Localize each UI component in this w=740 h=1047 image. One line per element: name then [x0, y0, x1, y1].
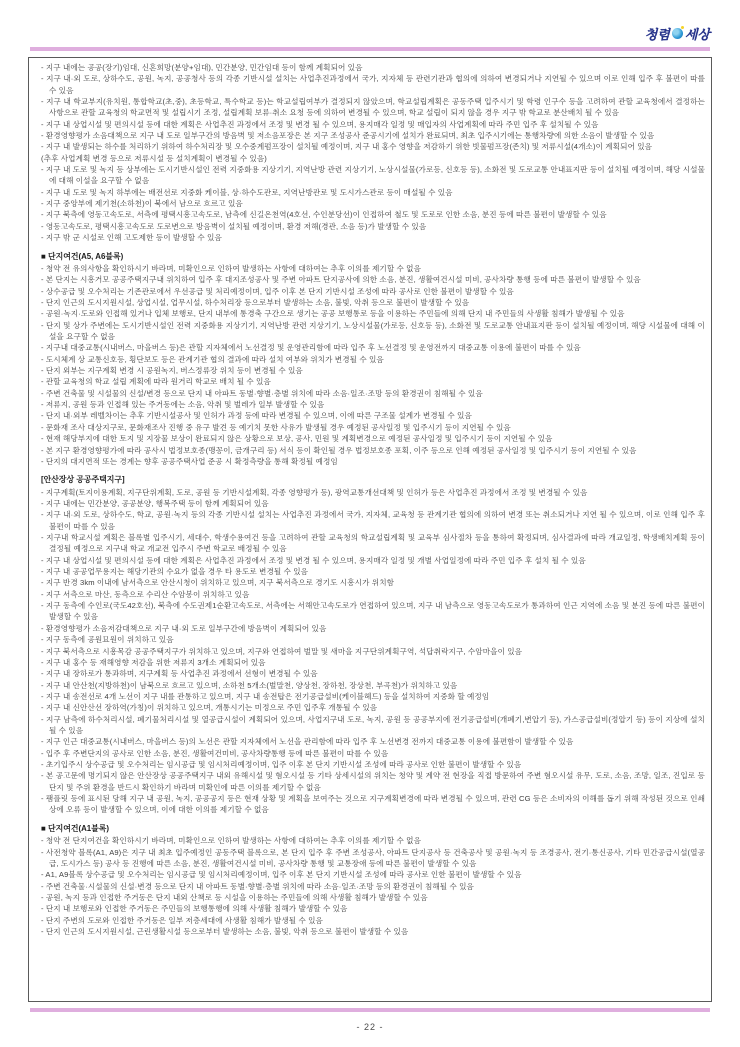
notice-item [35, 691, 705, 702]
notice-item-text: 지구내 학교시설 계획은 블록별 입주시기, 세대수, 학생수용여건 등을 고려하여 관할 교육청의 학교설립계획 및 교육부 심사절차 등을 통하여 확정되며, 심사결과에 따라 개교일정, 학생배치계획 등이 결정될 예정으로 지구내 학교 개교전 입주시 주변 학교로 배정될 수 있음 [46, 533, 705, 554]
notice-item-text: 지구 밖 군 시설로 인해 고도제한 등이 발생할 수 있음 [45, 233, 222, 243]
bullet-dash: - [41, 264, 46, 273]
notice-item-text: 사전청약 블록(A1, A9)은 지구 내 최초 입주예정인 공동주택 블록으로, 본 단지 입주 후 주변 조성공사, 아파트 단지공사 등 건축공사 및 공원·녹지 등 조경공사, 전기·통신공사, 기타 민간공급시설(열공급, 도시가스 등) 공사 등 진행에 따른 소음, 분진, 생활여건시설 미비, 공사차량 통행 및 교통장애 등에 따른 불편이 발생할 수 있음 [45, 847, 706, 868]
notice-item [35, 399, 705, 410]
bullet-dash: - [41, 759, 46, 769]
bullet-dash: - [41, 131, 46, 141]
notice-item [35, 892, 705, 903]
notice-item [35, 119, 705, 130]
bullet-dash: - [41, 904, 46, 914]
notice-item [35, 589, 705, 600]
notice-item [35, 130, 705, 141]
notice-item [35, 286, 705, 297]
notice-item [35, 869, 705, 880]
bullet-dash: - [41, 915, 46, 925]
bullet-dash: - [41, 298, 46, 308]
notice-item [35, 198, 705, 209]
bullet-dash: - [41, 533, 47, 543]
notice-item [35, 141, 705, 152]
notice-item [35, 342, 705, 353]
notice-item-text: 단지 인근의 도시지원시설, 근린생활시설 등으로부터 발생하는 소음, 불빛, 악취 등으로 불편이 발생할 수 있음 [45, 926, 409, 936]
notice-item-text: 저류지, 공원 등과 인접해 있는 주거동에는 소음, 악취 및 벌레가 일부 발생할 수 있음 [45, 400, 325, 410]
notice-item-text: 지구 반경 3km 이내에 남서측으로 안산시청이 위치하고 있으며, 지구 북서측으로 경기도 시흥시가 위치함 [45, 578, 395, 588]
notice-item-text: 지구 북서측으로 시흥목감 공공주택지구가 위치하고 있으며, 지구와 연접하여 벌말 및 새마을 지구단위계획구역, 석답취락지구, 수암마을이 있음 [45, 646, 523, 656]
section-heading: ■ 단지여건(A1블록) [41, 823, 110, 833]
notice-item-text: 문화재 조사 대상지구로, 문화재조사 진행 중 유구 발견 등 예기치 못한 사유가 발생될 경우 예정된 공사일정 및 입주시기 등이 지연될 수 있음 [45, 422, 511, 432]
notice-item [35, 62, 705, 73]
bullet-dash: - [41, 400, 46, 410]
notice-item [35, 926, 705, 937]
notice-item [35, 577, 705, 588]
bullet-dash: - [41, 646, 46, 656]
notice-item [35, 433, 705, 444]
notice-item [35, 748, 705, 759]
notice-item [35, 509, 705, 532]
bullet-dash: - [41, 555, 46, 565]
footer-rule [30, 1008, 710, 1012]
bullet-dash: - [41, 847, 46, 857]
notice-item-text: 지구 내 상업시설 및 편의시설 등에 대한 계획은 사업추진 과정에서 조정 및 변경 될 수 있으며, 용지매각 일정 및 매입자의 사업계획에 따라 주민 입주 후 설치될 수 있음 [45, 119, 599, 129]
notice-item-text: 관할 교육청의 학교 설립 계획에 따라 원거리 학교로 배치 될 수 있음 [45, 377, 271, 387]
bullet-dash: - [41, 737, 46, 747]
notice-item [35, 445, 705, 456]
bullet-dash: - [41, 748, 46, 758]
bullet-dash: - [41, 771, 46, 781]
bullet-dash: - [41, 510, 46, 520]
bullet-dash: - [41, 601, 46, 611]
bullet-dash: - [41, 187, 46, 197]
bullet-dash: - [41, 309, 46, 319]
bullet-dash: - [41, 119, 46, 129]
notice-item [35, 646, 705, 657]
notice-item [35, 308, 705, 319]
notice-item [35, 835, 705, 846]
notice-item [35, 365, 705, 376]
notice-item [35, 209, 705, 220]
notice-item-text: 지구 서측으로 마산, 동측으로 수리산 수암봉이 위치하고 있음 [45, 589, 250, 599]
notice-item-text: 본 단지는 시흥거모 공공주택지구내 위치하여 입주 후 대지조성공사 및 주변 아파트 단지공사에 의한 소음, 분진, 생활여건시설 미비, 공사차량 통행 등에 따른 불편이 발생할 수 있음 [45, 275, 641, 285]
notice-item-text: 지구 내 도로 및 녹지 하부에는 배전선로 지중화 케이블, 상·하수도관로, 지역난방관로 및 도시가스관로 등이 매설될 수 있음 [45, 187, 453, 197]
notice-item [35, 759, 705, 770]
notice-item [35, 770, 705, 793]
bullet-dash: - [41, 836, 46, 846]
notice-item [35, 634, 705, 645]
bullet-dash: - [41, 881, 46, 891]
notice-item-text: 지구 내에는 민간분양, 공공분양, 행복주택 등이 함께 계획되어 있음 [45, 499, 269, 509]
bullet-dash: - [41, 354, 46, 364]
notice-item-text: 본 공고문에 명기되지 않은 안산장상 공공주택지구 내외 유해시설 및 혐오시설 등 기타 상세시설의 위치는 청약 및 계약 전 현장을 직접 방문하여 주변 혐오시설 유무, 도로, 소음, 조망, 일조, 진입로 등 단지 및 주위 환경을 반드시 확인하기 바라며 미확인에 따른 이의를 제기할 수 없음 [45, 771, 705, 792]
notice-item-text: 지구 인근 대중교통(시내버스, 마을버스 등)의 노선은 관할 지자체에서 노선을 관리함에 따라 입주 후 노선변경 전까지 대중교통 이용에 불편함이 발생할 수 있음 [45, 737, 574, 747]
notice-item [35, 702, 705, 713]
notice-item-text: 지구 남측에 하수처리시설, 폐기물처리시설 및 열공급시설이 계획되어 있으며, 사업지구내 도로, 녹지, 공원 등 공공부지에 전기공급설비(개폐기,변압기 등), 가스공급설비(정압기 등) 등이 지상에 설치될 수 있음 [46, 714, 706, 735]
notice-item-text: 입주 후 주변단지의 공사로 인한 소음, 분진, 생활여건미비, 공사차량통행 등에 따른 불편이 따를 수 있음 [45, 748, 389, 758]
notice-item [35, 164, 705, 187]
notice-item-text: 청약 전 유의사항을 확인하시기 바라며, 미확인으로 인하여 발생하는 사항에 대하여는 추후 이의를 제기할 수 없음 [45, 264, 422, 273]
notice-item [35, 847, 705, 870]
bullet-dash: - [41, 221, 46, 231]
bullet-dash: - [41, 623, 46, 633]
header-rule [30, 47, 710, 51]
notice-item-text: 환경영향평가 소음대책으로 지구 내 도로 일부구간의 방음벽 및 저소음포장은 본 지구 조성공사 준공시기에 설치가 완료되며, 최초 입주시기에는 통행차량에 의한 소음이 발생할 수 있음 [45, 131, 655, 141]
notice-item [35, 388, 705, 399]
notice-item [35, 881, 705, 892]
notice-item [35, 73, 705, 96]
bullet-dash: - [41, 669, 46, 679]
notice-item-text: 단지 외부는 지구계획 변경 시 공원녹지, 버스정류장 위치 등이 변경될 수 있음 [45, 366, 303, 376]
notice-item-text: 지구 중앙부에 제기천(소하천)이 북에서 남으로 흐르고 있음 [45, 199, 243, 209]
bullet-dash: - [41, 714, 47, 724]
bullet-dash: - [41, 142, 46, 152]
notice-item [35, 915, 705, 926]
notice-item [35, 297, 705, 308]
notice-item-text: 지구 내에는 공공(장기)임대, 신혼희망(분양+임대), 민간분양, 민간임대 등이 함께 계획되어 있음 [45, 63, 363, 72]
notice-item-text: 청약 전 단지여건을 확인하시기 바라며, 미확인으로 인하여 발생하는 사항에 대하여는 추후 이의를 제기할 수 없음 [45, 836, 422, 846]
notice-item-text: 공원·녹지·도로와 인접해 있거나 입체 보행로, 단지 내부에 통경축 구간으로 생기는 공공 보행통로 등을 이용하는 주민들에 의해 단지 내 주민들의 사생활 침해가 발생될 수 있음 [45, 309, 625, 319]
notice-item-text: 지구 내 발생되는 하수를 처리하기 위하여 하수처리장 및 오수중계펌프장이 설치될 예정이며, 지구 내 홍수 영향을 저감하기 위한 빗물펌프장(존치) 및 저류시설(4개소)이 계획되어 있음 [45, 142, 653, 152]
notice-item-text: 지구 동측에 수인로(국도42호선), 북측에 수도권제1순환고속도로, 서측에는 서해안고속도로가 연접하여 있으며, 지구 내 남측으로 영동고속도로가 통과하여 인근 지역에 소음 및 분진 등에 따른 불편이 발생할 수 있음 [45, 601, 705, 622]
bullet-dash: - [41, 892, 46, 902]
bullet-dash: - [41, 377, 46, 387]
bullet-dash: - [41, 680, 46, 690]
bullet-dash: - [41, 635, 46, 645]
notice-item-text: 지구 내·외 도로, 상하수도, 공원, 녹지, 공공청사 등의 각종 기반시설 설치는 사업추진과정에서 국가, 지자체 등 관련기관과 협의에 의하여 변경되거나 지연될 수 있으며 이로 인해 입주 후 불편이 따를 수 있음 [46, 74, 706, 95]
bullet-dash: - [41, 567, 46, 577]
notice-item [35, 376, 705, 387]
notice-item-text: 본 지구 환경영향평가에 따라 공사시 법정보호종(맹꽁이, 금개구리 등) 서식 등이 확인될 경우 법정보호종 포획, 이주 등으로 인해 예정된 공사일정 및 입주시기 등이 지연될 수 있음 [45, 445, 637, 455]
bullet-dash: - [41, 456, 46, 466]
notice-item-text: 초기입주시 상수공급 및 오수처리는 임시공급 및 임시처리예정이며, 입주 이후 본 단지 기반시설 조성에 따라 공사로 인한 불편이 발생할 수 있음 [45, 759, 522, 769]
bullet-dash: - [41, 210, 46, 220]
bullet-dash: - [41, 199, 46, 209]
notice-item [35, 456, 705, 467]
notice-item [35, 668, 705, 679]
notice-item-text: 단지 및 상가 주변에는 도시기반시설인 전력 지중화용 지상기기, 지역난방 관련 지상기기, 노상시설물(가로등, 신호등 등), 소화전 및 도로교통 안내표지판 등이 설치될 예정이며, 해당 시설물에 대해 이설을 요구할 수 없음 [45, 320, 705, 342]
bullet-dash: - [41, 411, 46, 421]
notice-item-text: 단지 인근의 도시지원시설, 상업시설, 업무시설, 하수처리장 등으로부터 발생하는 소음, 불빛, 악취 등으로 불편이 발생할 수 있음 [45, 298, 470, 308]
notice-item-text: 지구 내·외 도로, 상하수도, 학교, 공원·녹지 등의 각종 기반시설 설치는 사업추진 과정에서 국가, 지자체, 교육청 등 관계기관 협의에 의하여 변경 또는 취소되거나 지연 될 수 있으며, 이로 인해 입주 후 불편이 따를 수 있음 [45, 510, 705, 531]
bullet-dash: - [41, 499, 46, 509]
notice-item-text: 지구 내 학교부지(유치원, 통합학교(초,중), 초등학교, 특수학교 등)는 학교설립여부가 결정되지 않았으며, 학교설립계획은 공동주택 입주시기 및 학령 인구수 등을 고려하여 관할 교육청에서 결정하는 사항으로 관할 교육청의 학교면적 및 설립시기 조정, 설립계획 보류·취소 요청 등에 의하여 변경될 수 있으며, 학교 설립이 되지 않을 경우 지구 밖 학교로 분산배치 될 수 있음 [46, 97, 705, 118]
cheongnyeom-sesang-logo [645, 24, 710, 43]
bullet-dash: - [41, 97, 47, 107]
notice-item [35, 498, 705, 509]
page-header [645, 24, 710, 46]
bullet-dash: - [41, 434, 46, 444]
notice-item [35, 410, 705, 421]
bullet-dash: - [41, 445, 46, 455]
notice-item-text: 지구 내 송전선로 4개 노선이 지구 내를 관통하고 있으며, 지구 내 송전탑은 전기공급설비(케이블헤드) 등을 설치하여 지중화 할 예정임 [45, 691, 490, 701]
bullet-dash: - [41, 233, 46, 243]
notice-item-text: 지구 내 장하로가 통과하며, 지구계획 등 사업추진 과정에서 선형이 변경될 수 있음 [45, 669, 318, 679]
notice-item [35, 232, 705, 243]
bullet-dash: - [41, 320, 46, 330]
section-heading: ■ 단지여건(A5, A6블록) [41, 251, 124, 261]
notice-item-text: 단지 내·외부 레벨차이는 추후 기반시설공사 및 인허가 과정 등에 따라 변경될 수 있으며, 이에 따른 구조물 설계가 변경될 수 있음 [45, 411, 472, 421]
notice-item-text: 지구 내 공공업무용지는 해당기관의 수요가 없을 경우 타 용도로 변경될 수 있음 [45, 567, 309, 577]
notice-item [35, 714, 705, 737]
bullet-dash: - [41, 793, 46, 803]
bullet-dash: - [41, 63, 46, 72]
bullet-dash: - [41, 691, 46, 701]
bullet-dash: - [41, 74, 47, 84]
notice-item-text: 영동고속도로, 평택시흥고속도로 도로변으로 방음벽이 설치될 예정이며, 환경 저해(경관, 소음 등)가 발생할 수 있음 [45, 221, 427, 231]
notice-item-text: 팸플릿 등에 표시된 당해 지구 내 공원, 녹지, 공공공지 등은 현재 상황 및 계획을 보여주는 것으로 지구계획변경에 따라 변경될 수 있으며, 관련 CG 등은 소비자의 이해를 돕기 위해 작성된 것으로 인쇄 상에 오류 등이 발생할 수 있으며, 이에 대한 이의를 제기할 수 없음 [45, 793, 706, 815]
notice-item [35, 487, 705, 498]
notice-item-text: 지구계획(토지이용계획, 지구단위계획, 도로, 공원 등 기반시설계획, 각종 영향평가 등), 광역교통개선대책 및 인허가 등은 사업추진 과정에서 조정 및 변경될 수 있음 [45, 487, 588, 497]
notice-item [35, 600, 705, 623]
notice-item [35, 657, 705, 668]
notice-item [35, 623, 705, 634]
notice-item [35, 555, 705, 566]
section-heading: [안산장상 공공주택지구] [41, 475, 125, 485]
bullet-dash: - [41, 366, 46, 376]
bullet-dash: - [41, 589, 46, 599]
notice-item-text: 지구 동측에 공원묘원이 위치하고 있음 [45, 635, 174, 645]
notice-item [35, 566, 705, 577]
bullet-dash: - [41, 657, 46, 667]
bullet-dash: - [41, 286, 46, 296]
notice-item-text: 지구내 대중교통(시내버스, 마을버스 등)은 관할 지자체에서 노선결정 및 운영관리함에 따라 입주 후 노선결정 및 운영전까지 대중교통 이용에 불편이 따를 수 있음 [45, 343, 581, 353]
bullet-dash: - [41, 487, 46, 497]
notice-item [35, 153, 705, 164]
notice-item-text: A1, A9블록 상수공급 및 오수처리는 임시공급 및 임시처리예정이며, 입주 이후 본 단지 기반시설 조성에 따라 공사로 인한 불편이 발생할 수 있음 [45, 870, 522, 880]
notice-item [35, 354, 705, 365]
notice-item-text: (추후 사업계획 변경 등으로 저류시설 등 설치계획이 변경될 수 있음) [41, 153, 267, 163]
notice-item-text: 지구 내 신안산선 장하역(가칭)이 위치하고 있으며, 개통시기는 미정으로 주민 입주후 개통될 수 있음 [45, 703, 378, 713]
notice-item-text: 현재 해당부지에 대한 토지 및 지장물 보상이 완료되지 않은 상황으로 보상, 공사, 민원 및 계획변경으로 예정된 공사일정 및 입주시기 등이 지연될 수 있음 [45, 434, 553, 444]
bullet-dash: - [41, 388, 46, 398]
notice-item-text: 상수공급 및 오수처리는 기존관로에서 우선공급 및 처리예정이며, 입주 이후 본 단지 기반시설 조성에 따라 공사로 인한 불편이 발생할 수 있음 [45, 286, 514, 296]
notice-item-text: 지구 내 안산천(지방하천)이 남북으로 흐르고 있으며, 소하천 5개소(벌말천, 양상천, 장하천, 장상천, 부곡천)가 위치하고 있음 [45, 680, 458, 690]
notice-item-text: 지구 북측에 영동고속도로, 서측에 평택시흥고속도로, 남측에 신길온천역(4호선, 수인분당선)이 인접하여 철도 및 도로로 인한 소음, 분진 등에 따른 불편이 발생할 수 있음 [45, 210, 607, 220]
notice-item-text: 지구 내 상업시설 및 편의시설 등에 대한 계획은 사업추진 과정에서 조정 및 변경 될 수 있으며, 용지매각 일정 및 개별 사업일정에 따라 주민 입주 후 설치 될 수 있음 [45, 555, 586, 565]
notice-item [35, 320, 705, 343]
notice-item-text: 단지 내 보행로와 인접한 주거동은 주민들의 보행통행에 의해 사생활 침해가 발생할 수 있음 [45, 904, 348, 914]
bullet-dash: - [41, 165, 46, 175]
notice-item [35, 263, 705, 274]
notice-item [35, 736, 705, 747]
notice-item-text: 지구 내 도로 및 녹지 등 상부에는 도시기반시설인 전력 지중화용 지상기기, 지역난방 관련 지상기기, 노상시설물(가로등, 신호등 등), 소화전 및 도로교통 안내표지판 등이 설치될 예정이며, 해당 시설물에 대해 이설을 요구할 수 없음 [45, 165, 706, 186]
notice-item-text: 단지 주변의 도로와 인접한 주거동은 일부 저층세대에 사생활 침해가 발생될 수 있음 [45, 915, 323, 925]
notice-item-text: 공원, 녹지 등과 인접한 주거동은 단지 내외 산책로 등 시설을 이용하는 주민들에 의해 사생활 침해가 발생할 수 있음 [45, 892, 428, 902]
bullet-dash: - [41, 926, 46, 936]
notice-item [35, 187, 705, 198]
notice-item-text: 주변 건축물·시설물의 신설·변경 등으로 단지 내 아파트 동별·향별·층별 위치에 따라 소음·일조·조망 등의 환경권이 침해될 수 있음 [45, 881, 474, 891]
notice-item-text: 지구 내 홍수 등 재해영향 저감을 위한 저류지 3개소 계획되어 있음 [45, 657, 266, 667]
notice-item [35, 532, 705, 555]
notice-item [35, 422, 705, 433]
notice-item [35, 96, 705, 119]
bullet-dash: - [41, 343, 46, 353]
logo-text-right: 세상 [684, 27, 710, 42]
notice-item-text: 환경영향평가 소음저감대책으로 지구 내·외 도로 일부구간에 방음벽이 계획되어 있음 [45, 623, 327, 633]
notice-item [35, 903, 705, 914]
page-number: - 22 - [356, 1022, 384, 1032]
bullet-dash: - [41, 578, 46, 588]
notice-item [35, 680, 705, 691]
bullet-dash: - [41, 870, 46, 880]
notice-item [35, 274, 705, 285]
bullet-dash: - [41, 422, 46, 432]
notice-item-text: 도시체계 상 교통신호등, 횡단보도 등은 관계기관 협의 결과에 따라 설치 여부와 위치가 변경될 수 있음 [45, 354, 384, 364]
logo-text-left: 청렴 [644, 27, 670, 42]
bullet-dash: - [41, 703, 46, 713]
notice-item-text: 단지의 대지면적 또는 경계는 향후 공공주택사업 준공 시 확정측량을 통해 확정될 예정임 [45, 456, 338, 466]
notice-box [28, 57, 712, 1002]
notice-item-text: 주변 건축물 및 시설물의 신설/변경 등으로 단지 내 아파트 동별·향별·층별 위치에 따라 소음·일조·조망 등의 환경권이 침해될 수 있음 [45, 388, 483, 398]
logo-globe-icon [672, 28, 683, 39]
bullet-dash: - [41, 275, 46, 285]
notice-item [35, 221, 705, 232]
notice-item [35, 793, 705, 816]
